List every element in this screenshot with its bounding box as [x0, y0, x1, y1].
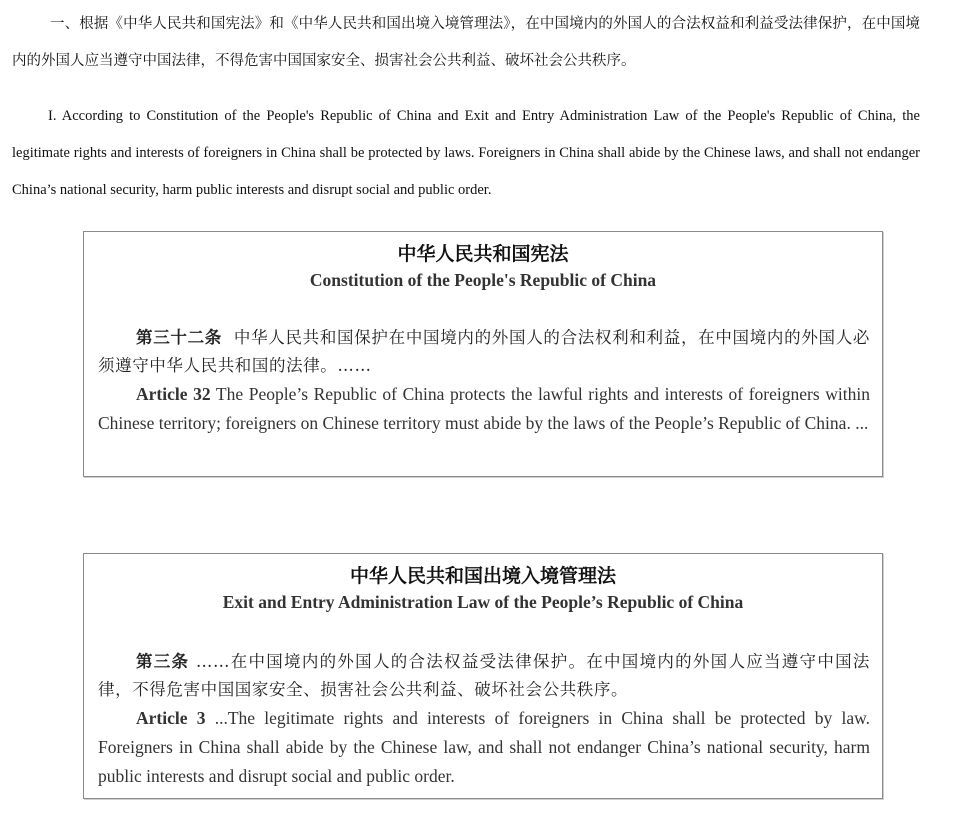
- article-32-text-english: The People’s Republic of China protects the lawful rights and interests of foreigners within Chinese territory; foreigners on Chinese territory must abide by the laws of the People’s Republic of China. ...: [98, 384, 871, 433]
- exit-entry-law-excerpt-box: [83, 553, 883, 799]
- article-32-chinese: [98, 324, 870, 380]
- exit-entry-article-body: [98, 648, 870, 791]
- article-32-label-english: Article 32: [136, 384, 211, 404]
- article-3-chinese: [98, 648, 870, 704]
- article-3-text-chinese: ……在中国境内的外国人的合法权益受法律保护。在中国境内的外国人应当遵守中国法律，不得危害中国国家安全、损害社会公共利益、破坏社会公共秩序。: [98, 652, 870, 699]
- exit-entry-title-english: Exit and Entry Administration Law of the People’s Republic of China: [222, 592, 744, 612]
- exit-entry-title-chinese: 中华人民共和国出境入境管理法: [349, 565, 616, 587]
- intro-english-paragraph: I. According to Constitution of the People's Republic of China and Exit and Entry Administration Law of the People's Republic of China, the legitimate rights and interests of foreigners in China shall be protected by laws. Foreigners in China shall abide by the Chinese laws, and shall not endanger China’s national security, harm public interests and disrupt social and public order.: [12, 108, 920, 198]
- article-3-label-chinese: 第三条: [136, 652, 190, 671]
- article-32-text-chinese: 中华人民共和国保护在中国境内的外国人的合法权利和利益，在中国境内的外国人必须遵守中华人民共和国的法律。……: [98, 328, 871, 375]
- constitution-article-body: [98, 324, 870, 438]
- constitution-title-chinese: 中华人民共和国宪法: [397, 243, 569, 265]
- constitution-title-english: Constitution of the People's Republic of China: [309, 270, 657, 290]
- constitution-excerpt-box: [83, 231, 883, 477]
- intro-chinese-paragraph: 一、根据《中华人民共和国宪法》和《中华人民共和国出境入境管理法》，在中国境内的外国人的合法权益和利益受法律保护，在中国境内的外国人应当遵守中国法律，不得危害中国国家安全、损害社会公共利益、破坏社会公共秩序。: [12, 16, 920, 69]
- article-3-label-english: Article 3: [136, 708, 206, 728]
- article-32-english: [98, 380, 870, 438]
- article-32-label-chinese: 第三十二条: [136, 328, 222, 347]
- article-3-english: [98, 704, 870, 791]
- article-3-text-english: ...The legitimate rights and interests of foreigners in China shall be protected by law. Foreigners in China shall abide by the Chinese law, and shall not endanger China’s national security, harm public interests and disrupt social and public order.: [98, 708, 870, 786]
